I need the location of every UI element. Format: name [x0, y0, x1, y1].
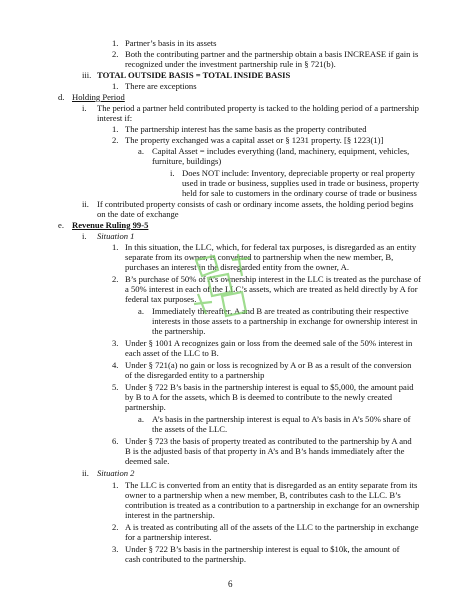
- outline-marker: 2.: [112, 135, 119, 145]
- outline-marker: 2.: [112, 274, 119, 284]
- outline-marker: a.: [138, 146, 144, 156]
- outline-text: interest in the partnership.: [125, 510, 215, 520]
- outline-text: The period a partner held contributed property is tacked to the holding period of a partnership: [97, 103, 419, 113]
- outline-text: of the disregarded entity to a partnership: [125, 370, 265, 380]
- outline-text: Under § 722 B’s basis in the partnership interest is equal to $5,000, the amount paid: [125, 382, 414, 392]
- outline-text: each asset of the LLC to B.: [125, 348, 219, 358]
- outline-text: partnership.: [125, 402, 166, 412]
- outline-marker: 6.: [112, 436, 119, 446]
- outline-text: federal tax purposes.: [125, 294, 197, 304]
- outline-text: used in trade or business, supplies used in trade or business, property: [182, 178, 420, 188]
- outline-text: Partner’s basis in its assets: [125, 38, 217, 48]
- outline-marker: 1.: [112, 480, 119, 490]
- outline-text: Under § 722 B’s basis in the partnership interest is equal to $10k, the amount of: [125, 544, 400, 554]
- outline-marker: a.: [138, 414, 144, 424]
- outline-marker: i.: [82, 231, 87, 241]
- outline-marker: i.: [82, 103, 87, 113]
- outline-text: Under § 721(a) no gain or loss is recognized by A or B as a result of the conversion: [125, 360, 412, 370]
- outline-text: A is treated as contributing all of the assets of the LLC to the partnership in exchange: [125, 522, 419, 532]
- outline-text: TOTAL OUTSIDE BASIS = TOTAL INSIDE BASIS: [97, 70, 291, 80]
- outline-marker: 4.: [112, 360, 119, 370]
- outline-text: A’s basis in the partnership interest is equal to A’s basis in A’s 50% share of: [152, 414, 411, 424]
- outline-text: owner to a partnership when a new member, B, contributes cash to the LLC. B’s: [125, 490, 401, 500]
- outline-text: the assets of the LLC.: [152, 424, 228, 434]
- outline-text: B’s purchase of 50% of A’s ownership interest in the LLC is treated as the purchase of: [125, 274, 421, 284]
- outline-text: There are exceptions: [125, 81, 197, 91]
- outline-marker: 2.: [112, 522, 119, 532]
- outline-text: Holding Period: [72, 92, 125, 102]
- outline-text: furniture, buildings): [152, 156, 222, 166]
- outline-text: separate from its owner, is converted to partnership when the new member, B,: [125, 252, 394, 262]
- outline-marker: 5.: [112, 382, 119, 392]
- outline-marker: 2.: [112, 49, 119, 59]
- outline-text: The partnership interest has the same basis as the property contributed: [125, 124, 367, 134]
- outline-text: for a partnership interest.: [125, 532, 212, 542]
- outline-marker: 1.: [112, 124, 119, 134]
- outline-marker: 3.: [112, 338, 119, 348]
- outline-text: on the date of exchange: [97, 209, 179, 219]
- outline-marker: e.: [58, 220, 64, 230]
- outline-text: deemed sale.: [125, 456, 170, 466]
- outline-text: Both the contributing partner and the partnership obtain a basis INCREASE if gain is: [125, 49, 419, 59]
- outline-text: contribution is treated as a contribution to a partnership in exchange for an ownership: [125, 500, 420, 510]
- outline-marker: 1.: [112, 242, 119, 252]
- outline-text: Situation 2: [97, 468, 135, 478]
- outline-text: Situation 1: [97, 231, 135, 241]
- outline-text: Immediately thereafter, A and B are treated as contributing their respective: [152, 306, 409, 316]
- outline-text: the partnership.: [152, 326, 206, 336]
- outline-text: If contributed property consists of cash or ordinary income assets, the holding period begins: [97, 199, 414, 209]
- outline-text: a 50% interest in each of the LLC’s assets, which are treated as held directly by A for: [125, 284, 418, 294]
- outline-marker: 1.: [112, 38, 119, 48]
- outline-text: held for sale to customers in the ordinary course of trade or business: [182, 188, 417, 198]
- outline-marker: iii.: [82, 70, 92, 80]
- outline-text: The LLC is converted from an entity that is disregarded as an entity separate from its: [125, 480, 418, 490]
- outline-marker: ii.: [82, 468, 89, 478]
- outline-marker: 3.: [112, 544, 119, 554]
- outline-marker: d.: [58, 92, 65, 102]
- outline-text: In this situation, the LLC, which, for federal tax purposes, is disregarded as an entity: [125, 242, 417, 252]
- outline-text: interest if:: [97, 113, 133, 123]
- outline-text: Under § 723 the basis of property treated as contributed to the partnership by A and: [125, 436, 412, 446]
- outline-marker: a.: [138, 306, 144, 316]
- outline-text: Does NOT include: Inventory, depreciable property or real property: [182, 168, 415, 178]
- page-number: 6: [228, 579, 233, 589]
- outline-text: B is the adjusted basis of that property in A’s and B’s hands immediately after the: [125, 446, 405, 456]
- outline-text: purchases an interest in the disregarded entity from the owner, A.: [125, 262, 349, 272]
- outline-text: cash contributed to the partnership.: [125, 554, 246, 564]
- outline-text: by B to A for the assets, which B is deemed to contribute to the newly created: [125, 392, 393, 402]
- outline-marker: i.: [170, 168, 175, 178]
- outline-marker: ii.: [82, 199, 89, 209]
- outline-text: Under § 1001 A recognizes gain or loss from the deemed sale of the 50% interest in: [125, 338, 413, 348]
- outline-text: recognized under the investment partnership rule in § 721(b).: [125, 59, 336, 69]
- outline-marker: 1.: [112, 81, 119, 91]
- outline-text: Capital Asset = includes everything (land, machinery, equipment, vehicles,: [152, 146, 410, 156]
- outline-text: Revenue Ruling 99-5: [72, 220, 149, 230]
- outline-text: interests in those assets to a partnership in exchange for ownership interest in: [152, 316, 418, 326]
- outline-text: The property exchanged was a capital asset or § 1231 property. [§ 1223(1)]: [125, 135, 384, 145]
- watermark-stamp-icon: [188, 246, 258, 326]
